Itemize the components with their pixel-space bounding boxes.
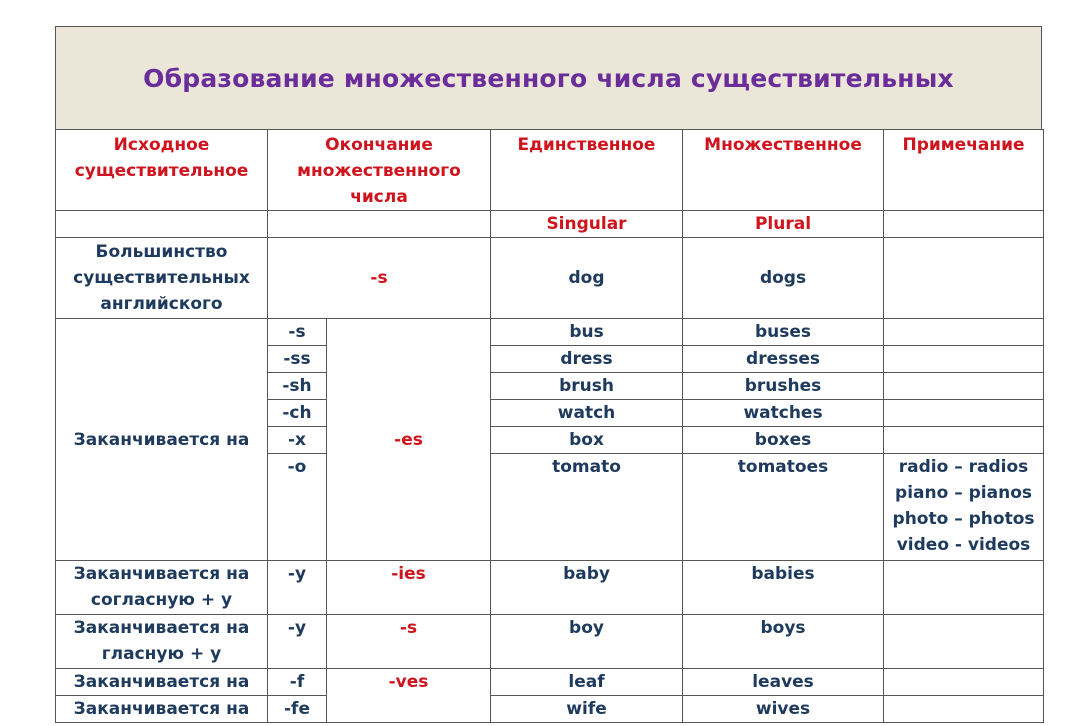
row-fe-source: Заканчивается на — [56, 696, 268, 723]
row-es-plural: dresses — [683, 346, 884, 373]
table-row — [56, 238, 1044, 319]
row-es-plural: buses — [683, 319, 884, 346]
note-line: photo – photos — [892, 509, 1035, 529]
row-es-suffix: -s — [268, 319, 327, 346]
row-es-suffix: -o — [268, 454, 327, 561]
table-row — [56, 319, 1044, 346]
row-fe-suffix: -fe — [268, 696, 327, 723]
row-es-note — [884, 346, 1044, 373]
row-majority-note — [884, 238, 1044, 319]
row-es-suffix: -x — [268, 427, 327, 454]
table-row — [56, 561, 1044, 615]
header-plural: Множественное — [683, 130, 884, 211]
row-fe-plural: wives — [683, 696, 884, 723]
row-es-plural: watches — [683, 400, 884, 427]
header-note: Примечание — [884, 130, 1044, 211]
row-es-suffix: -sh — [268, 373, 327, 400]
row-es-suffix: -ch — [268, 400, 327, 427]
row-vowel-y-suffix: -y — [268, 615, 327, 669]
row-vowel-y-singular: boy — [491, 615, 683, 669]
row-es-notes — [884, 454, 1044, 561]
plural-rules-table — [55, 129, 1044, 723]
header-singular: Единственное — [491, 130, 683, 211]
row-f-singular: leaf — [491, 669, 683, 696]
header-ending: Окончание множественного числа — [268, 130, 491, 211]
row-majority-singular: dog — [491, 238, 683, 319]
row-fe-ending — [327, 696, 491, 723]
row-f-source: Заканчивается на — [56, 669, 268, 696]
row-consonant-y-source: Заканчивается на согласную + y — [56, 561, 268, 615]
row-consonant-y-suffix: -y — [268, 561, 327, 615]
row-majority-ending: -s — [268, 238, 491, 319]
row-es-suffix: -ss — [268, 346, 327, 373]
row-majority-source: Большинство существительных английского — [56, 238, 268, 319]
row-es-note — [884, 319, 1044, 346]
subheader-empty-2 — [268, 211, 491, 238]
page-title: Образование множественного числа существительных — [55, 26, 1042, 129]
row-es-plural: boxes — [683, 427, 884, 454]
row-es-plural: tomatoes — [683, 454, 884, 561]
row-es-plural: brushes — [683, 373, 884, 400]
header-source: Исходное существительное — [56, 130, 268, 211]
row-es-ending: -es — [327, 319, 491, 561]
row-es-singular: dress — [491, 346, 683, 373]
row-consonant-y-singular: baby — [491, 561, 683, 615]
row-es-singular: watch — [491, 400, 683, 427]
row-es-note — [884, 400, 1044, 427]
row-fe-note — [884, 696, 1044, 723]
subheader-empty-3 — [884, 211, 1044, 238]
row-es-source: Заканчивается на — [56, 319, 268, 561]
row-es-singular: tomato — [491, 454, 683, 561]
row-majority-plural: dogs — [683, 238, 884, 319]
subheader-plural: Plural — [683, 211, 884, 238]
row-f-suffix: -f — [268, 669, 327, 696]
note-line: radio – radios — [898, 457, 1029, 477]
row-f-note — [884, 669, 1044, 696]
row-f-ending: -ves — [327, 669, 491, 696]
row-es-note — [884, 427, 1044, 454]
note-line: piano – pianos — [895, 483, 1032, 503]
row-es-note — [884, 373, 1044, 400]
table-row — [56, 696, 1044, 723]
subheader-empty-1 — [56, 211, 268, 238]
header-row — [56, 130, 1044, 211]
row-fe-singular: wife — [491, 696, 683, 723]
table-row — [56, 615, 1044, 669]
row-vowel-y-plural: boys — [683, 615, 884, 669]
row-f-plural: leaves — [683, 669, 884, 696]
row-consonant-y-plural: babies — [683, 561, 884, 615]
row-es-singular: bus — [491, 319, 683, 346]
note-line: video - videos — [896, 535, 1031, 555]
subheader-row — [56, 211, 1044, 238]
row-es-singular: box — [491, 427, 683, 454]
row-vowel-y-ending: -s — [327, 615, 491, 669]
row-es-singular: brush — [491, 373, 683, 400]
table-row — [56, 669, 1044, 696]
plural-rules-sheet — [55, 26, 1042, 723]
row-vowel-y-note — [884, 615, 1044, 669]
row-consonant-y-note — [884, 561, 1044, 615]
row-consonant-y-ending: -ies — [327, 561, 491, 615]
subheader-singular: Singular — [491, 211, 683, 238]
row-vowel-y-source: Заканчивается на гласную + y — [56, 615, 268, 669]
